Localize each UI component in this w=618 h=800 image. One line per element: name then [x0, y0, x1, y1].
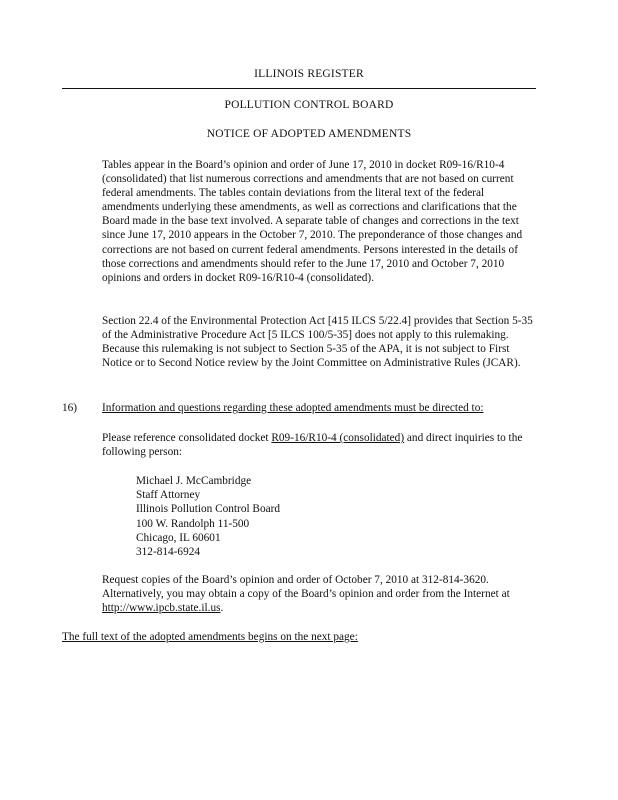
section-paragraph: Section 22.4 of the Environmental Protection Act [415 ILCS 5/22.4] provides that Section 5-35 of the Administrative Procedure Act [5 ILCS 100/5-35] does not apply to this rulemaking. Because this rulemaking is not subject to Section 5-35 of the APA, it is not subject to First Notice or to Second Notice review by the Joint Committee on Administrative Rules (JCAR).	[102, 315, 533, 370]
request-suffix: .	[220, 602, 224, 615]
header-divider	[62, 88, 536, 89]
contact-phone: 312-814-6924	[136, 546, 201, 559]
contact-city: Chicago, IL 60601	[136, 531, 221, 544]
reference-suffix: and direct inquiries to the following person:	[102, 432, 523, 459]
contact-organization: Illinois Pollution Control Board	[136, 503, 281, 516]
tables-paragraph: Tables appear in the Board’s opinion and order of June 17, 2010 in docket R09-16/R10-4 (consolidated) that list numerous corrections and amendments that are not based on current federal amendments. The tables contain deviations from the literal text of the federal amendments underlying these amendments, as well as corrections and clarifications that the Board made in the base text involved. A separate table of changes and corrections in the text since June 17, 2010 appears in the October 7, 2010. The preponderance of those changes and corrections are not based on current federal amendments. Persons interested in the details of those corrections and amendments should refer to the June 17, 2010 and October 7, 2010 opinions and orders in docket R09-16/R10-4 (consolidated).	[102, 159, 523, 284]
website-link[interactable]: http://www.ipcb.state.il.us	[102, 602, 221, 615]
reference-prefix: Please reference consolidated docket	[102, 432, 272, 444]
notice-title: NOTICE OF ADOPTED AMENDMENTS	[206, 128, 412, 140]
item-heading: Information and questions regarding these adopted amendments must be directed to:	[102, 402, 484, 414]
contact-title: Staff Attorney	[136, 489, 201, 502]
item-number: 16)	[62, 402, 78, 414]
request-paragraph	[102, 573, 538, 615]
register-title: ILLINOIS REGISTER	[254, 68, 364, 80]
contact-name: Michael J. McCambridge	[136, 475, 252, 487]
contact-block	[136, 474, 280, 559]
reference-paragraph	[102, 431, 538, 459]
contact-street: 100 W. Randolph 11-500	[136, 517, 250, 530]
request-text: Request copies of the Board’s opinion and order of October 7, 2010 at 312-814-3620. Alternatively, you may obtain a copy of the Board’s opinion and order from the Internet at	[102, 574, 510, 601]
board-title: POLLUTION CONTROL BOARD	[224, 99, 394, 111]
docket-reference: R09-16/R10-4 (consolidated)	[271, 432, 405, 444]
full-text-note: The full text of the adopted amendments begins on the next page:	[62, 631, 358, 643]
